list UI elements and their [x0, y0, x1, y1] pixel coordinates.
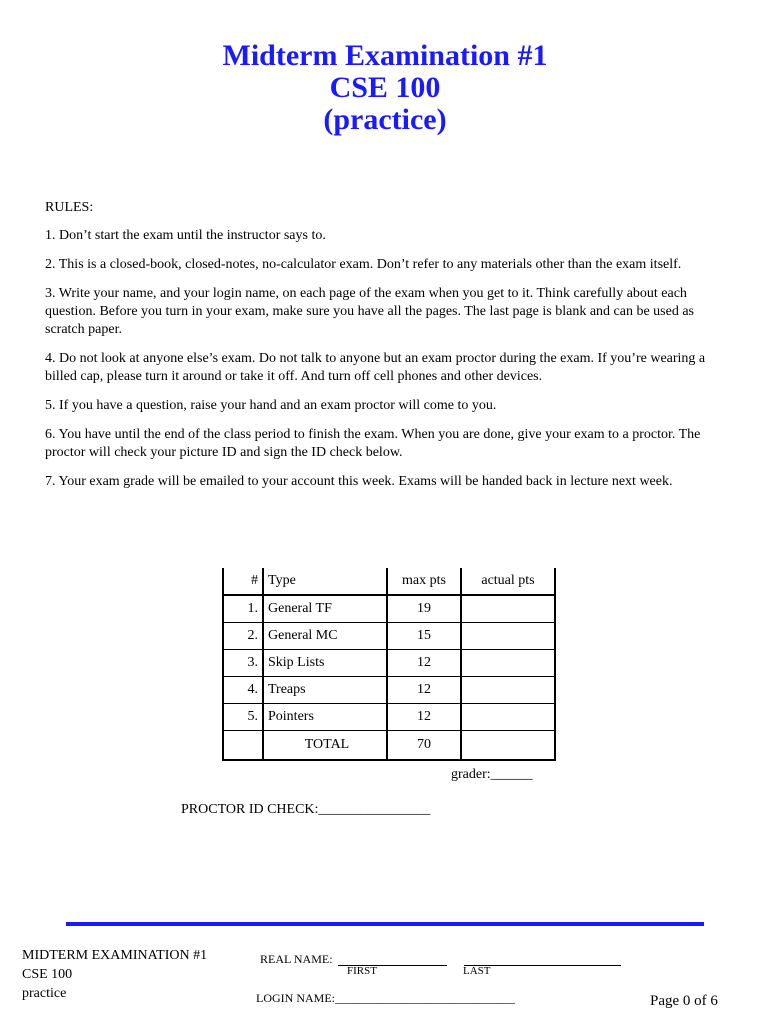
rule-item: 2. This is a closed-book, closed-notes, no-calculator exam. Don’t refer to any materials other than the exam itself.	[45, 257, 682, 272]
row-type: Treaps	[263, 677, 387, 704]
total-num	[223, 731, 263, 761]
first-name-label: FIRST	[347, 965, 377, 977]
header-actual-pts: actual pts	[461, 568, 555, 595]
row-max: 12	[387, 704, 461, 731]
table-row	[223, 623, 555, 650]
title-line-2: CSE 100	[329, 71, 441, 104]
footer-line-1: MIDTERM EXAMINATION #1	[22, 948, 208, 963]
footer-line-2: CSE 100	[22, 967, 73, 982]
rule-item: 7. Your exam grade will be emailed to your account this week. Exams will be handed back in lecture next week.	[45, 474, 673, 489]
row-max: 15	[387, 623, 461, 650]
row-actual	[461, 677, 555, 704]
header-type: Type	[263, 568, 387, 595]
row-max: 12	[387, 650, 461, 677]
header-max-pts: max pts	[387, 568, 461, 595]
total-label: TOTAL	[263, 731, 387, 761]
rule-item: 3. Write your name, and your login name, on each page of the exam when you get to it. Think carefully about each question. Before you turn in your exam, make sure you have all the pages. The last page is blank and can be used as scratch paper.	[45, 286, 694, 337]
table-row	[223, 677, 555, 704]
table-row	[223, 704, 555, 731]
row-max: 19	[387, 595, 461, 623]
table-row	[223, 650, 555, 677]
proctor-id-check: PROCTOR ID CHECK:________________	[181, 802, 431, 817]
rule-item: 1. Don’t start the exam until the instructor says to.	[45, 228, 326, 243]
total-max: 70	[387, 731, 461, 761]
row-num: 4.	[223, 677, 263, 704]
score-table	[222, 568, 556, 761]
row-type: Skip Lists	[263, 650, 387, 677]
row-type: General TF	[263, 595, 387, 623]
row-num: 1.	[223, 595, 263, 623]
row-type: Pointers	[263, 704, 387, 731]
row-type: General MC	[263, 623, 387, 650]
rule-item: 6. You have until the end of the class period to finish the exam. When you are done, give your exam to a proctor. The proctor will check your picture ID and sign the ID check below.	[45, 427, 701, 460]
last-name-label: LAST	[463, 965, 491, 977]
exam-title	[0, 40, 770, 136]
rules-heading: RULES:	[45, 200, 94, 215]
row-actual	[461, 595, 555, 623]
row-actual	[461, 650, 555, 677]
row-num: 5.	[223, 704, 263, 731]
total-actual	[461, 731, 555, 761]
row-actual	[461, 704, 555, 731]
table-row	[223, 595, 555, 623]
page-number: Page 0 of 6	[650, 993, 718, 1009]
row-num: 2.	[223, 623, 263, 650]
row-num: 3.	[223, 650, 263, 677]
footer-exam-info	[22, 946, 207, 1003]
title-line-1: Midterm Examination #1	[222, 39, 548, 72]
rule-item: 4. Do not look at anyone else’s exam. Do not talk to anyone but an exam proctor during the exam. If you’re wearing a billed cap, please turn it around or take it off. And turn off cell phones and other devices.	[45, 351, 706, 384]
row-max: 12	[387, 677, 461, 704]
total-row	[223, 731, 555, 761]
row-actual	[461, 623, 555, 650]
real-name-label: REAL NAME:	[260, 952, 333, 966]
rule-item: 5. If you have a question, raise your hand and an exam proctor will come to you.	[45, 398, 497, 413]
grader-line: grader:______	[451, 767, 533, 782]
score-table-header	[223, 568, 555, 595]
footer-line-3: practice	[22, 986, 67, 1001]
rules-section	[45, 199, 735, 502]
header-num: #	[223, 568, 263, 595]
footer-divider	[66, 922, 704, 926]
login-name-field: LOGIN NAME:______________________________	[256, 991, 515, 1005]
title-line-3: (practice)	[323, 103, 447, 136]
